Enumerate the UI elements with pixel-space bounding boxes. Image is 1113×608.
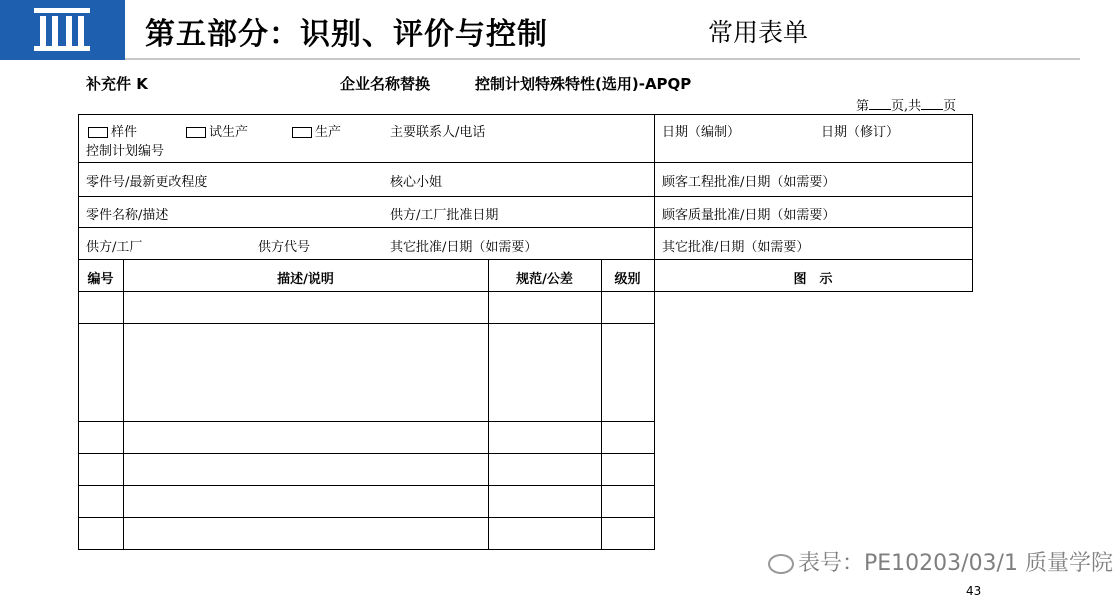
wechat-icon bbox=[768, 554, 794, 574]
customer-quality-approval-label: 顾客质量批准/日期（如需要） bbox=[662, 208, 836, 223]
institution-logo bbox=[0, 0, 125, 60]
supplier-plant-label: 供方/工厂 bbox=[86, 240, 143, 255]
contact-value: 核心小姐 bbox=[390, 175, 443, 190]
supplier-approval-label: 供方/工厂批准日期 bbox=[390, 208, 499, 223]
checkbox-production[interactable]: 生产 bbox=[292, 121, 341, 140]
checkbox-trial-production[interactable]: 试生产 bbox=[186, 121, 248, 140]
page-subtitle: 常用表单 bbox=[708, 18, 809, 47]
customer-eng-approval-label: 顾客工程批准/日期（如需要） bbox=[662, 175, 836, 190]
form-id: 补充件 K bbox=[86, 75, 148, 93]
checkbox-box-icon bbox=[88, 127, 108, 138]
checkbox-box-icon bbox=[186, 127, 206, 138]
contact-label: 主要联系人/电话 bbox=[390, 125, 486, 140]
form-title: 控制计划特殊特性(选用)-APQP bbox=[475, 75, 692, 93]
watermark: 表号：PE10203/03/1 质量学院 bbox=[768, 546, 1113, 577]
page-count: 第 页,共 页 bbox=[856, 99, 957, 114]
column-header-number: 编号 bbox=[87, 272, 114, 287]
column-header-description: 描述/说明 bbox=[277, 272, 334, 287]
building-logo-icon bbox=[32, 8, 92, 52]
other-approval-label-2: 其它批准/日期（如需要） bbox=[662, 240, 810, 255]
date-revised-label: 日期（修订） bbox=[821, 125, 900, 140]
slide-number: 43 bbox=[966, 584, 982, 598]
column-header-diagram: 图 示 bbox=[793, 272, 833, 287]
part-number-label: 零件号/最新更改程度 bbox=[86, 175, 208, 190]
checkbox-box-icon bbox=[292, 127, 312, 138]
header-rule bbox=[125, 58, 1080, 60]
checkbox-sample[interactable]: 样件 bbox=[88, 121, 137, 140]
other-approval-label-1: 其它批准/日期（如需要） bbox=[390, 240, 538, 255]
column-header-level: 级别 bbox=[614, 272, 641, 287]
part-name-label: 零件名称/描述 bbox=[86, 208, 169, 223]
column-header-spec: 规范/公差 bbox=[516, 272, 573, 287]
company-name: 企业名称替换 bbox=[340, 75, 431, 93]
plan-number-label: 控制计划编号 bbox=[86, 144, 165, 159]
date-compiled-label: 日期（编制） bbox=[662, 125, 741, 140]
supplier-code-label: 供方代号 bbox=[258, 240, 311, 255]
page-title: 第五部分：识别、评价与控制 bbox=[145, 17, 548, 52]
